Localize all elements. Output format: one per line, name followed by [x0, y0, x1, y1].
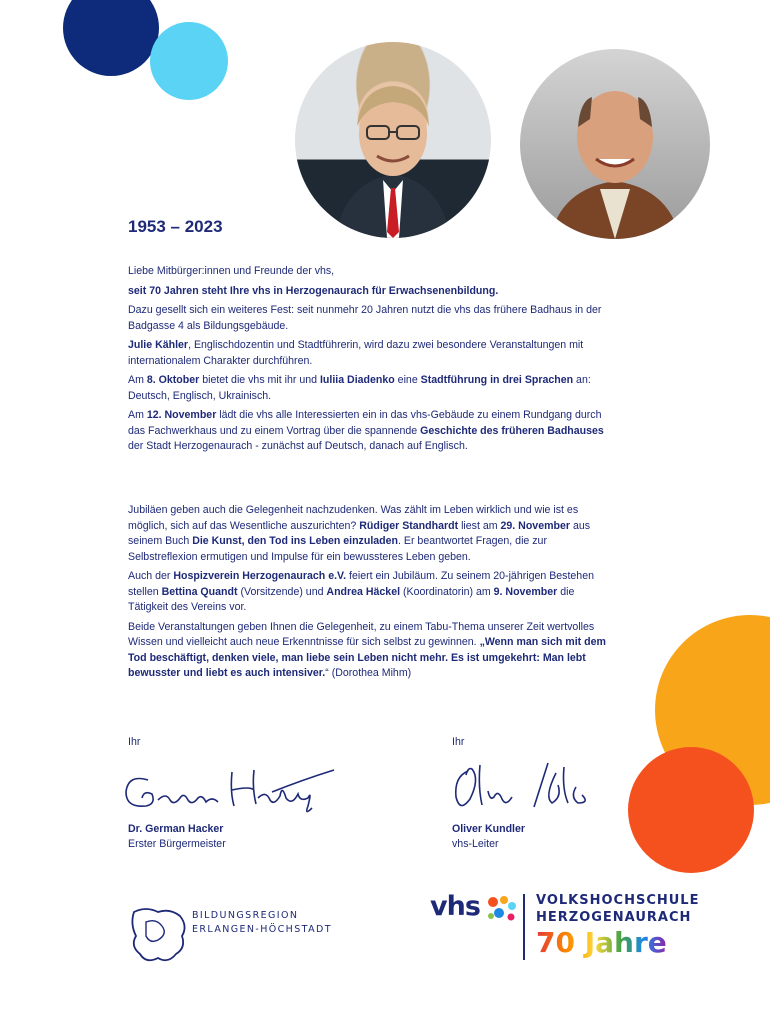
decor-circle-light-blue [150, 22, 228, 100]
letter-body-part-1 [128, 264, 608, 459]
paragraph-bold-segment: seit 70 Jahren steht Ihre vhs in Herzogenaurach für Erwachsenenbildung. [128, 284, 499, 297]
greeting-right: Ihr [452, 736, 465, 748]
paragraph-segment: . Er beantwortet Fragen, die zur Selbstreflexion ermutigen und Impulse für ein bewussteres Leben geben. [128, 535, 547, 563]
page-heading: 1953 – 2023 [128, 217, 223, 236]
paragraph-segment: (Vorsitzende) und [237, 585, 327, 598]
paragraph-segment: bietet die vhs mit ihr und [199, 374, 320, 386]
paragraph-bold-segment: Geschichte des früheren Badhauses [420, 424, 604, 437]
paragraph-segment: , Englischdozentin und Stadtführerin, wird dazu zwei besondere Veranstaltungen mit internationalem Charakter durchführen. [128, 339, 584, 367]
paragraph [128, 408, 608, 455]
vhs-jubilee: 70 Jahre [536, 926, 667, 959]
signer-role-left: Erster Bürgermeister [128, 838, 226, 850]
signer-left [128, 822, 226, 852]
logo-vhs [430, 890, 700, 970]
paragraph-segment: der Stadt Herzogenaurach - zunächst auf Deutsch, danach auf Englisch. [128, 440, 468, 452]
letter-body-part-2 [128, 503, 608, 686]
paragraph-bold-segment: 8. Oktober [146, 374, 200, 386]
paragraph [128, 284, 608, 300]
decor-circle-dark-blue [63, 0, 159, 76]
portrait-figure-icon [520, 49, 710, 239]
paragraph-bold-segment: Julie Kähler [128, 339, 189, 351]
paragraph-bold-segment: Die Kunst, den Tod ins Leben einzuladen [192, 535, 398, 547]
paragraph-bold-segment: 9. November [493, 585, 558, 598]
vhs-dots-icon [485, 894, 521, 924]
paragraph-segment: Auch der [128, 570, 174, 582]
paragraph-bold-segment: 12. November [146, 409, 217, 421]
bildungsregion-line1: BILDUNGSREGION [192, 910, 299, 921]
paragraph-segment: Jubiläen geben auch die Gelegenheit nachzudenken. Was zählt im Leben wirklich und wie ist es möglich, sich auf das Wesentliche auszurichten? [128, 504, 579, 532]
paragraph-segment: Beide Veranstaltungen geben Ihnen die Gelegenheit, zu einem Tabu-Thema unserer Zeit wertvolles Wissen und vielleicht auch neue Erkenntnisse für sich selbst zu gewinnen. [128, 620, 595, 648]
paragraph-segment: die Tätigkeit des Vereins vor. [128, 585, 575, 613]
vhs-brand: vhs [430, 891, 480, 922]
paragraph-segment: aus seinem Buch [128, 519, 591, 547]
paragraph-bold-segment: Andrea Häckel [326, 585, 401, 598]
decor-circle-red-orange [628, 747, 754, 873]
paragraph-segment: Am [128, 374, 147, 386]
signature-oliver-kundler-icon [452, 757, 612, 817]
bildungsregion-line2: ERLANGEN-HÖCHSTADT [192, 924, 332, 935]
paragraph-bold-segment: „Wenn man sich mit dem Tod beschäftigt, denken viele, man liebe sein Leben nicht mehr. Es ist umgekehrt: Man lebt bewusster und liebt es auch intensiver. [128, 636, 606, 679]
signer-name-right: Oliver Kundler [452, 823, 525, 835]
logo-bildungsregion [128, 904, 338, 968]
paragraph [128, 303, 608, 334]
paragraph-segment: Am [128, 409, 147, 421]
paragraph-segment: eine [394, 374, 421, 386]
vhs-divider [523, 894, 525, 960]
paragraph-segment: lädt die vhs alle Interessierten ein in das vhs-Gebäude zu einem Rundgang durch das Fachwerkhaus und zu einem Vortrag über die spannende [128, 409, 602, 437]
signature-german-hacker-icon [122, 762, 337, 820]
portrait-oliver-kundler [520, 49, 710, 239]
paragraph [128, 264, 608, 280]
paragraph-segment: feiert ein Jubiläum. Zu seinem 20-jährigen Bestehen stellen [128, 570, 594, 598]
paragraph-segment: Dazu gesellt sich ein weiteres Fest: seit nunmehr 20 Jahren nutzt die vhs das frühere Badhaus in der Badgasse 4 als Bildungsgebäude. [128, 304, 602, 332]
paragraph [128, 373, 608, 404]
paragraph [128, 620, 608, 682]
paragraph-segment: liest am [458, 519, 501, 532]
paragraph [128, 338, 608, 369]
portrait-german-hacker [295, 42, 491, 238]
paragraph [128, 503, 608, 565]
signer-right [452, 822, 525, 852]
paragraph-bold-segment: 29. November [500, 519, 570, 532]
paragraph-bold-segment: Bettina Quandt [161, 585, 238, 598]
paragraph-bold-segment: Rüdiger Standhardt [359, 519, 459, 532]
portrait-figure-icon [295, 42, 491, 238]
paragraph-segment: an: Deutsch, Englisch, Ukrainisch. [128, 374, 591, 402]
vhs-line1: VOLKSHOCHSCHULE [536, 893, 700, 908]
paragraph-bold-segment: Hospizverein Herzogenaurach e.V. [173, 570, 347, 582]
paragraph-bold-segment: Iuliia Diadenko [319, 374, 395, 386]
greeting-left: Ihr [128, 736, 141, 748]
signer-role-right: vhs-Leiter [452, 838, 499, 850]
vhs-line2: HERZOGENAURACH [536, 910, 692, 925]
paragraph [128, 569, 608, 616]
paragraph-segment: “ (Dorothea Mihm) [325, 667, 412, 679]
signer-name-left: Dr. German Hacker [128, 823, 224, 835]
paragraph-segment: Liebe Mitbürger:innen und Freunde der vhs, [128, 265, 335, 277]
region-map-icon [128, 904, 190, 966]
paragraph-bold-segment: Stadtführung in drei Sprachen [420, 374, 574, 386]
paragraph-segment: (Koordinatorin) am [400, 585, 494, 598]
